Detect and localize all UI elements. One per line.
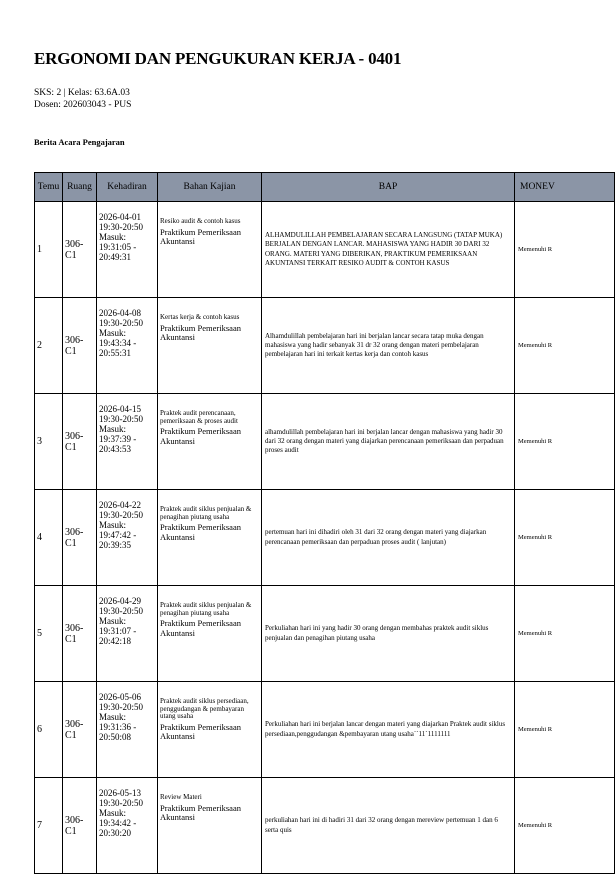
scheduled-time: 19:30-20:50 [99, 606, 143, 617]
meeting-date: 2026-04-15 [99, 404, 141, 414]
table-row [35, 394, 615, 490]
meeting-number: 3 [35, 394, 63, 490]
check-in-label: Masuk: [99, 232, 126, 243]
monev-status: Memenuhi R [515, 298, 615, 394]
study-topic: Praktek audit perencanaan, pemeriksaan & proses audit [160, 409, 238, 425]
course-component: Praktikum Pemeriksaan Akuntansi [160, 522, 241, 542]
table-row [35, 682, 615, 778]
meeting-date: 2026-04-08 [99, 308, 141, 318]
study-material-cell [158, 298, 262, 394]
check-in-label: Masuk: [99, 712, 126, 723]
study-material-cell [158, 682, 262, 778]
monev-status: Memenuhi R [515, 682, 615, 778]
check-in-range: 19:43:34 - 20:55:31 [99, 338, 137, 359]
study-material-cell [158, 490, 262, 586]
lecturer-info: Dosen: 202603043 - PUS [34, 100, 132, 110]
attendance-cell [97, 682, 158, 778]
study-topic: Praktek audit siklus penjualan & penagihan piutang usaha [160, 505, 252, 521]
room: 306-C1 [63, 202, 97, 298]
room: 306-C1 [63, 394, 97, 490]
course-component: Praktikum Pemeriksaan Akuntansi [160, 802, 241, 823]
study-topic: Kertas kerja & contoh kasus [160, 313, 240, 321]
check-in-range: 19:31:05 - 20:49:31 [99, 242, 137, 263]
study-material-cell [158, 586, 262, 682]
study-material-cell [158, 778, 262, 874]
bap-text: Perkuliahan hari ini yang hadir 30 orang dengan membahas praktek audit siklus penjualan dan penagihan piutang usaha [262, 586, 515, 682]
attendance-cell [97, 778, 158, 874]
table-row [35, 490, 615, 586]
course-component: Praktikum Pemeriksaan Akuntansi [160, 722, 241, 742]
meeting-number: 7 [35, 778, 63, 874]
room: 306-C1 [63, 682, 97, 778]
column-header-bahan-kajian: Bahan Kajian [158, 173, 262, 202]
table-row [35, 202, 615, 298]
attendance-cell [97, 298, 158, 394]
column-header-temu: Temu [35, 173, 63, 202]
attendance-cell [97, 490, 158, 586]
scheduled-time: 19:30-20:50 [99, 318, 143, 329]
monev-status: Memenuhi R [515, 586, 615, 682]
study-material-cell [158, 394, 262, 490]
attendance-cell [97, 202, 158, 298]
study-topic: Review Materi [160, 793, 202, 801]
study-topic: Praktek audit siklus penjualan & penagihan piutang usaha [160, 601, 252, 617]
meeting-date: 2026-05-06 [99, 692, 141, 702]
study-topic: Resiko audit & contoh kasus [160, 217, 241, 225]
course-component: Praktikum Pemeriksaan Akuntansi [160, 426, 241, 446]
meeting-number: 5 [35, 586, 63, 682]
room: 306-C1 [63, 490, 97, 586]
attendance-cell [97, 394, 158, 490]
column-header-kehadiran: Kehadiran [97, 173, 158, 202]
monev-status: Memenuhi R [515, 490, 615, 586]
scheduled-time: 19:30-20:50 [99, 702, 143, 713]
table-row [35, 778, 615, 874]
scheduled-time: 19:30-20:50 [99, 510, 143, 521]
scheduled-time: 19:30-20:50 [99, 798, 143, 809]
monev-status: Memenuhi R [515, 778, 615, 874]
check-in-label: Masuk: [99, 808, 126, 819]
course-component: Praktikum Pemeriksaan Akuntansi [160, 322, 241, 343]
column-header-bap: BAP [262, 173, 515, 202]
table-row [35, 298, 615, 394]
meeting-number: 1 [35, 202, 63, 298]
check-in-label: Masuk: [99, 328, 126, 339]
scheduled-time: 19:30-20:50 [99, 414, 143, 425]
room: 306-C1 [63, 778, 97, 874]
check-in-label: Masuk: [99, 616, 126, 627]
column-header-monev: MONEV [515, 173, 615, 202]
meeting-date: 2026-04-22 [99, 500, 141, 510]
attendance-cell [97, 586, 158, 682]
section-label: Berita Acara Pengajaran [34, 137, 125, 147]
bap-text: Perkuliahan hari ini berjalan lancar dengan materi yang diajarkan Praktek audit siklus persediaan,penggudangan &pembayaran utang usaha``11`1111111 [262, 682, 515, 778]
table-row [35, 586, 615, 682]
monev-status: Memenuhi R [515, 202, 615, 298]
study-material-cell [158, 202, 262, 298]
room: 306-C1 [63, 298, 97, 394]
check-in-range: 19:34:42 - 20:30:20 [99, 818, 137, 839]
check-in-range: 19:31:07 - 20:42:18 [99, 626, 137, 647]
course-component: Praktikum Pemeriksaan Akuntansi [160, 618, 241, 638]
sks-class-info: SKS: 2 | Kelas: 63.6A.03 [34, 88, 130, 98]
course-component: Praktikum Pemeriksaan Akuntansi [160, 226, 241, 247]
teaching-report-table [34, 172, 615, 874]
monev-status: Memenuhi R [515, 394, 615, 490]
check-in-range: 19:47:42 - 20:39:35 [99, 530, 137, 551]
check-in-label: Masuk: [99, 424, 126, 435]
check-in-range: 19:31:36 - 20:50:08 [99, 722, 137, 743]
meeting-date: 2026-04-29 [99, 596, 141, 606]
check-in-range: 19:37:39 - 20:43:53 [99, 434, 137, 455]
column-header-ruang: Ruang [63, 173, 97, 202]
teaching-report-table-container [34, 172, 595, 839]
check-in-label: Masuk: [99, 520, 126, 531]
bap-text: pertemuan hari ini dihadiri oleh 31 dari 32 orang dengan materi yang diajarkan perencanaan pemeriksaan dan perpaduan proses audit ( lanjutan) [262, 490, 515, 586]
table-header-row [35, 173, 615, 202]
meeting-number: 4 [35, 490, 63, 586]
bap-text: Alhamdulillah pembelajaran hari ini berjalan lancar secara tatap muka dengan mahasiswa yang hadir sebanyak 31 dr 32 orang dengan materi pembelajaran pembelajaran hari ini terkait kertas kerja dan contoh kasus [262, 298, 515, 394]
bap-text: ALHAMDULILLAH PEMBELAJARAN SECARA LANGSUNG (TATAP MUKA) BERJALAN DENGAN LANCAR. MAHASISWA YANG HADIR 30 DARI 32 ORANG. MATERI YANG DIBERIKAN, PRAKTIKUM PEMERIKSAAN AKUNTANSI TERKAIT RESIKO AUDIT & CONTOH KASUS [262, 202, 515, 298]
meeting-date: 2026-05-13 [99, 788, 141, 798]
meeting-date: 2026-04-01 [99, 212, 141, 222]
room: 306-C1 [63, 586, 97, 682]
scheduled-time: 19:30-20:50 [99, 222, 143, 233]
study-topic: Praktek audit siklus persediaan, penggudangan & pembayaran utang usaha [160, 697, 249, 721]
meeting-number: 6 [35, 682, 63, 778]
bap-text: perkuliahan hari ini di hadiri 31 dari 32 orang dengan mereview pertemuan 1 dan 6 serta quis [262, 778, 515, 874]
meeting-number: 2 [35, 298, 63, 394]
bap-text: alhamdulillah pembelajaran hari ini berjalan lancar dengan mahasiswa yang hadir 30 dari 32 orang dengan materi yang diajarkan perencanaan pemeriksaan dan perpaduan proses audit [262, 394, 515, 490]
page-title: ERGONOMI DAN PENGUKURAN KERJA - 0401 [34, 49, 402, 68]
